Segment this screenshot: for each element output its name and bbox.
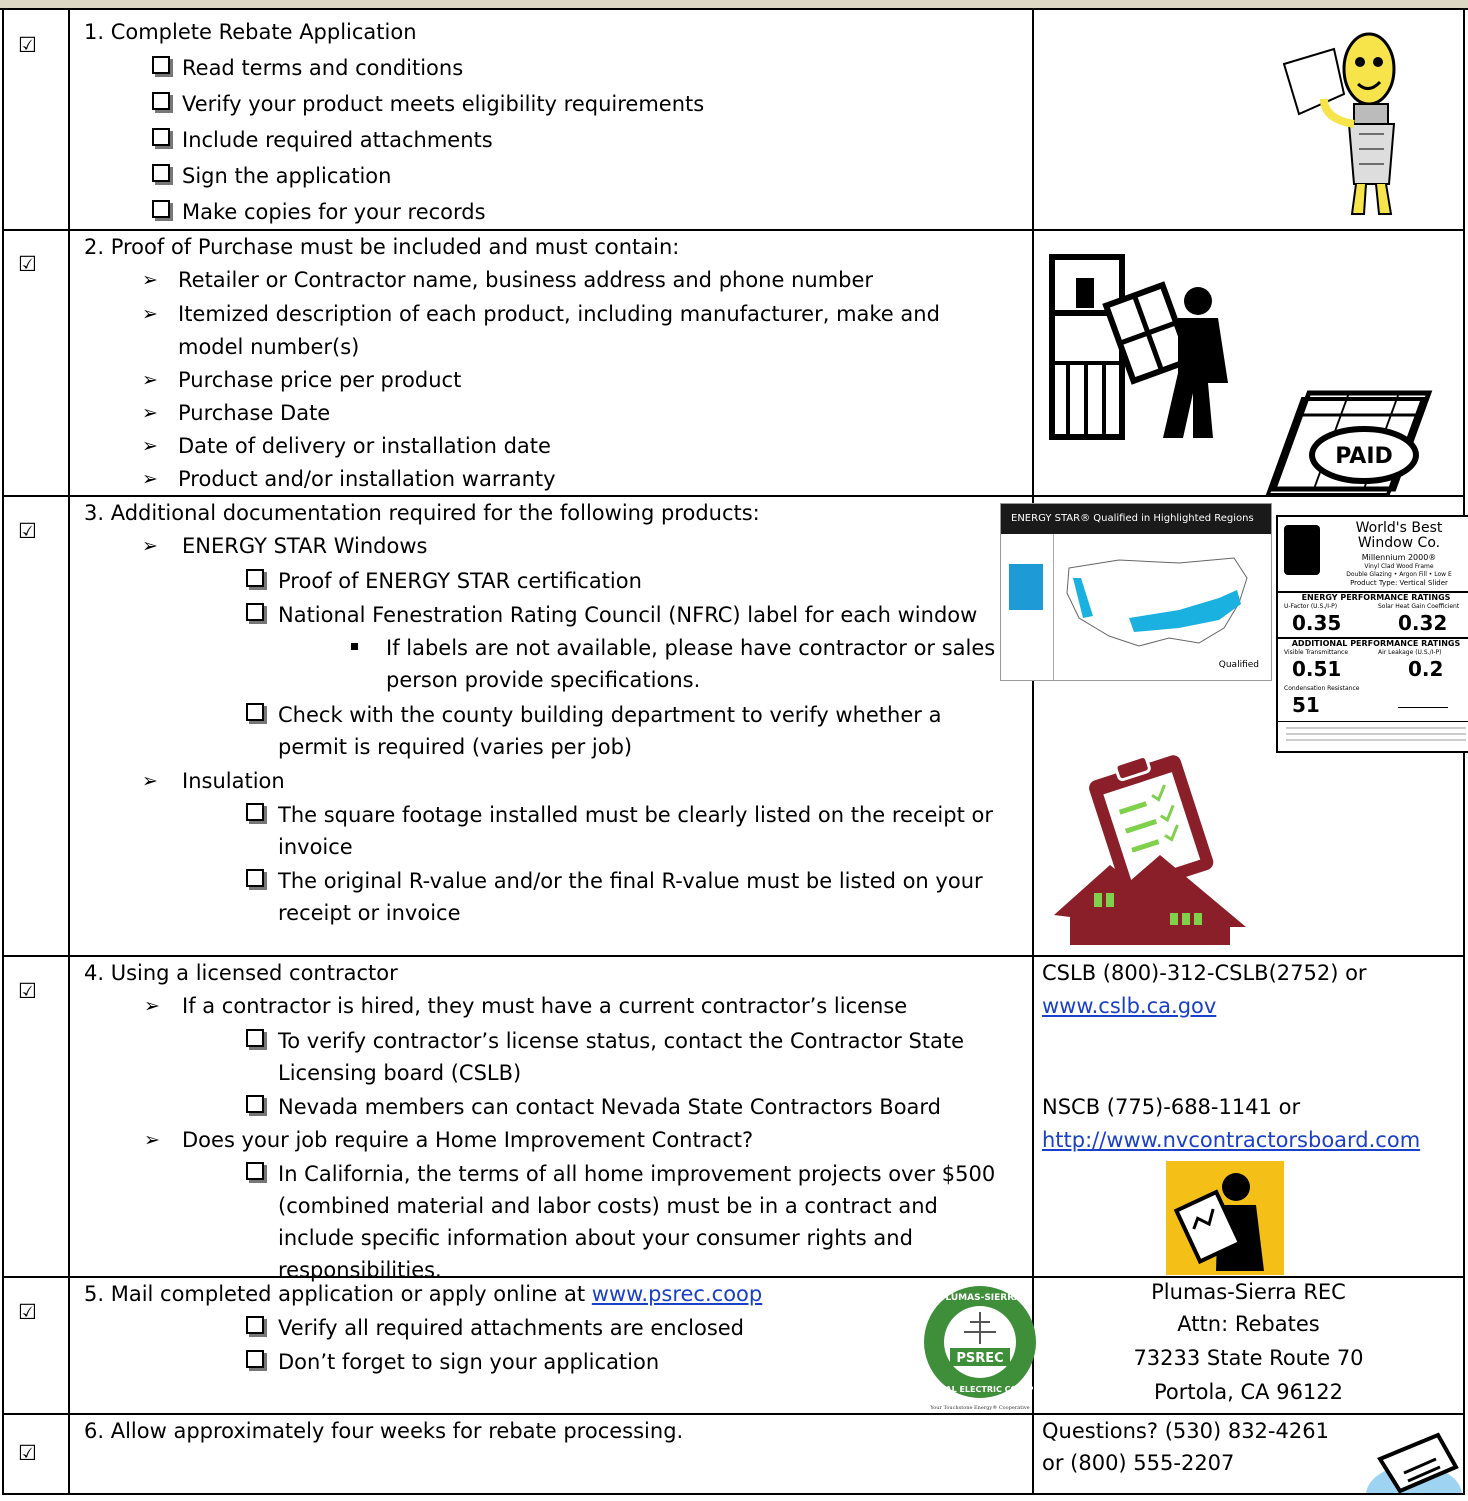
list-item: Retailer or Contractor name, business address and phone number: [178, 268, 874, 292]
step-checkbox[interactable]: ☑: [18, 519, 37, 543]
checkbox-icon[interactable]: [246, 1350, 264, 1368]
list-item: Don’t forget to sign your application: [278, 1350, 660, 1374]
condensation-value: 51: [1292, 693, 1320, 717]
arrow-bullet-icon: ➢: [142, 535, 158, 557]
step-checkbox[interactable]: ☑: [18, 979, 37, 1003]
list-item: Check with the county building department to verify whether a: [278, 703, 942, 727]
list-item: Sign the application: [182, 164, 392, 188]
step-checkbox[interactable]: ☑: [18, 1441, 37, 1465]
address-line: 73233 State Route 70: [1133, 1346, 1364, 1370]
list-item: receipt or invoice: [278, 901, 461, 925]
arrow-bullet-icon: ➢: [142, 269, 158, 291]
step-row-6: [3, 1414, 1464, 1494]
step-title: 3. Additional documentation required for the following products:: [84, 501, 760, 525]
step-title: 2. Proof of Purchase must be included and must contain:: [84, 235, 680, 259]
step-row-1: [3, 9, 1464, 230]
map-title: ENERGY STAR® Qualified in Highlighted Regions: [1001, 504, 1271, 534]
energy-star-map: [1000, 503, 1272, 681]
step-checkbox[interactable]: ☑: [18, 252, 37, 276]
checkbox-icon[interactable]: [246, 1095, 264, 1113]
insulation-label: Insulation: [182, 769, 285, 793]
list-item: include specific information about your consumer rights and: [278, 1226, 913, 1250]
list-item: Purchase price per product: [178, 368, 462, 392]
arrow-bullet-icon: ➢: [142, 770, 158, 792]
paid-stamp-label: PAID: [1335, 444, 1393, 469]
address-line: Attn: Rebates: [1177, 1312, 1320, 1336]
arrow-bullet-icon: ➢: [142, 369, 158, 391]
checkbox-icon[interactable]: [152, 200, 170, 218]
step-checkbox[interactable]: ☑: [18, 33, 37, 57]
vt-value: 0.51: [1292, 657, 1342, 681]
svg-text:PLUMAS-SIERRA: PLUMAS-SIERRA: [938, 1293, 1022, 1303]
list-item: Verify your product meets eligibility requirements: [182, 92, 705, 116]
list-item: Purchase Date: [178, 401, 331, 425]
list-item: model number(s): [178, 335, 360, 359]
arrow-bullet-icon: ➢: [142, 468, 158, 490]
house-checklist-icon: [1050, 745, 1250, 951]
questions-phone-alt: or (800) 555-2207: [1042, 1451, 1235, 1475]
list-item: The original R-value and/or the final R-value must be listed on your: [278, 869, 983, 893]
svg-text:Your Touchstone Energy® Cooper: Your Touchstone Energy® Cooperative: [930, 1405, 1030, 1411]
arrow-bullet-icon: ➢: [144, 995, 160, 1017]
list-item: If a contractor is hired, they must have a current contractor’s license: [182, 994, 908, 1018]
step-row-5: [3, 1277, 1464, 1414]
checkbox-icon[interactable]: [246, 703, 264, 721]
arrow-bullet-icon: ➢: [144, 1129, 160, 1151]
map-legend: Qualified: [1218, 660, 1259, 670]
step-title: 5. Mail completed application or apply online at www.psrec.coop: [84, 1282, 763, 1306]
mascot-signing-icon: [1264, 24, 1414, 224]
arrow-bullet-icon: ➢: [142, 435, 158, 457]
checkbox-icon[interactable]: [246, 1029, 264, 1047]
window-installer-icon: [1048, 253, 1238, 443]
checkbox-icon[interactable]: [152, 128, 170, 146]
laptop-icon: [1364, 1429, 1463, 1493]
list-item: Itemized description of each product, including manufacturer, make and: [178, 302, 940, 326]
list-item: responsibilities.: [278, 1258, 442, 1282]
checkbox-icon[interactable]: [246, 803, 264, 821]
checkbox-icon[interactable]: [246, 1162, 264, 1180]
step-title: 1. Complete Rebate Application: [84, 20, 417, 44]
checkbox-icon[interactable]: [152, 164, 170, 182]
list-item: Nevada members can contact Nevada State Contractors Board: [278, 1095, 942, 1119]
checkbox-icon[interactable]: [246, 869, 264, 887]
nscb-contact: NSCB (775)-688-1141 or: [1042, 1095, 1301, 1119]
psrec-logo: [912, 1282, 1048, 1412]
address-line: Portola, CA 96122: [1153, 1380, 1344, 1404]
list-item: permit is required (varies per job): [278, 735, 633, 759]
checkbox-icon[interactable]: [246, 569, 264, 587]
nfrc-logo: [1284, 525, 1320, 575]
arrow-bullet-icon: ➢: [142, 303, 158, 325]
checklist-table: [2, 8, 1465, 1495]
cslb-contact: CSLB (800)-312-CSLB(2752) or: [1042, 961, 1367, 985]
step-row-3: [3, 496, 1464, 956]
step-row-2: [3, 230, 1464, 496]
list-item: person provide specifications.: [386, 668, 701, 692]
step-title: 6. Allow approximately four weeks for rebate processing.: [84, 1419, 684, 1443]
checkbox-icon[interactable]: [246, 603, 264, 621]
arrow-bullet-icon: ➢: [142, 402, 158, 424]
nfrc-company: World's Best Window Co.: [1355, 520, 1443, 551]
step-title: 4. Using a licensed contractor: [84, 961, 398, 985]
list-item: In California, the terms of all home improvement projects over $500: [278, 1162, 996, 1186]
u-factor-value: 0.35: [1292, 611, 1342, 635]
list-item: Make copies for your records: [182, 200, 486, 224]
list-item: Product and/or installation warranty: [178, 467, 556, 491]
checkbox-icon[interactable]: [152, 92, 170, 110]
list-item: The square footage installed must be clearly listed on the receipt or: [278, 803, 993, 827]
list-item: Verify all required attachments are enclosed: [278, 1316, 745, 1340]
energy-star-logo: [1009, 564, 1043, 610]
step-row-4: [3, 956, 1464, 1277]
list-item: Does your job require a Home Improvement Contract?: [182, 1128, 754, 1152]
nscb-link[interactable]: http://www.nvcontractorsboard.com: [1042, 1128, 1421, 1152]
shgc-value: 0.32: [1398, 611, 1448, 635]
list-item: Date of delivery or installation date: [178, 434, 551, 458]
us-map-icon: [1059, 548, 1259, 658]
list-item: Include required attachments: [182, 128, 493, 152]
list-item: invoice: [278, 835, 353, 859]
list-item: National Fenestration Rating Council (NFRC) label for each window: [278, 603, 978, 627]
paid-invoice-icon: [1244, 379, 1434, 499]
questions-phone: Questions? (530) 832-4261: [1042, 1419, 1329, 1443]
list-item: (combined material and labor costs) must be in a contract and: [278, 1194, 938, 1218]
contractor-icon: [1166, 1161, 1284, 1275]
logo-text: PSREC: [956, 1351, 1004, 1366]
list-item: Proof of ENERGY STAR certification: [278, 569, 642, 593]
address-line: Plumas-Sierra REC: [1151, 1280, 1346, 1304]
step-checkbox[interactable]: ☑: [18, 1300, 37, 1324]
list-item: Licensing board (CSLB): [278, 1061, 522, 1085]
square-bullet-icon: [351, 643, 358, 650]
list-item: If labels are not available, please have contractor or sales: [386, 636, 996, 660]
psrec-link[interactable]: www.psrec.coop: [591, 1282, 763, 1306]
checkbox-icon[interactable]: [246, 1316, 264, 1334]
list-item: To verify contractor’s license status, contact the Contractor State: [278, 1029, 965, 1053]
checkbox-icon[interactable]: [152, 56, 170, 74]
svg-text:RURAL ELECTRIC CO-OP: RURAL ELECTRIC CO-OP: [926, 1385, 1034, 1394]
air-leakage-value: 0.2: [1408, 657, 1444, 681]
list-item: Read terms and conditions: [182, 56, 464, 80]
windows-label: ENERGY STAR Windows: [182, 534, 428, 558]
nfrc-label: World's Best Window Co. Millennium 2000® Vinyl Clad Wood Frame Double Glazing • Argon Fill • Low E Product Type: Vertical Slider ENERGY PERFORMANCE RATINGS U-Factor (U.S./I-P) Solar Heat Gain Coefficient 0.35 0.32 ADDITIONAL PERFORMANCE RATINGS Visible Transmittance Air Leakage (U.S./I-P) 0.51 0.2 Condensation Resistance 51: [1276, 515, 1468, 753]
cslb-link[interactable]: www.cslb.ca.gov: [1042, 994, 1217, 1018]
